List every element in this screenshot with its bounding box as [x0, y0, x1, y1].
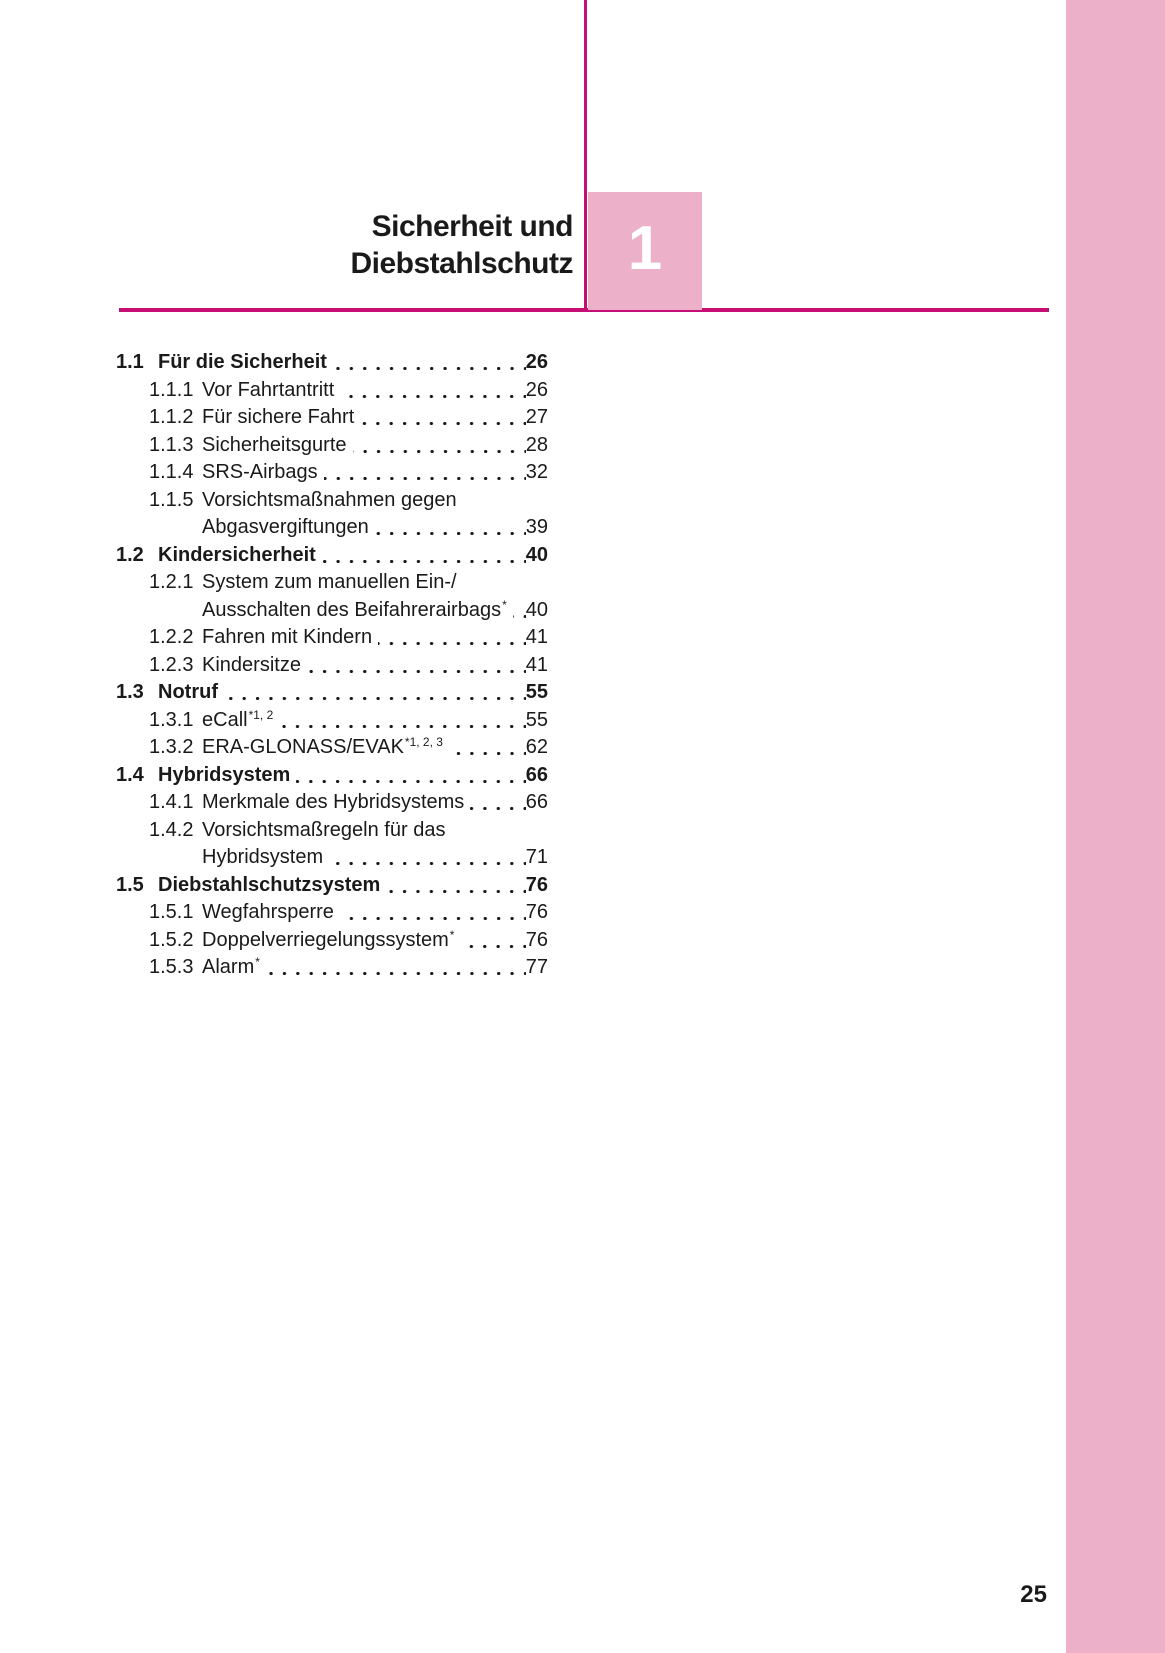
dot-leader: [324, 459, 526, 487]
toc-entry: [116, 899, 548, 927]
toc-entry: [116, 377, 548, 405]
toc-entry-number: 1.4.1: [149, 791, 194, 813]
toc-entry: [116, 872, 548, 900]
toc-entry-number: 1.3.2: [149, 736, 194, 758]
toc-entry-number: 1.2: [116, 543, 144, 566]
dot-leader: [266, 954, 526, 982]
toc-entry-page: 41: [525, 653, 548, 676]
dot-leader: [340, 899, 526, 927]
toc-entry-page: 27: [525, 406, 548, 428]
toc-entry-page: 32: [525, 461, 548, 483]
chapter-edge-tab: [1066, 0, 1165, 1653]
toc-entry-page: 76: [525, 928, 548, 951]
dot-leader: [375, 514, 526, 542]
dot-leader: [378, 624, 526, 652]
toc-entry-number: 1.3: [116, 681, 144, 703]
dot-leader: [513, 597, 526, 625]
toc-entry: [116, 624, 548, 652]
dot-leader: [460, 927, 525, 955]
toc-entry-page: 76: [525, 873, 548, 896]
dot-leader: [386, 872, 525, 900]
toc-entry: [116, 762, 548, 790]
toc-entry: [116, 569, 548, 597]
toc-entry-continuation: Ausschalten des Beifahrerairbags * 40: [116, 597, 548, 625]
page-number: 25: [1020, 1581, 1047, 1608]
toc-entry-number: 1.5.1: [149, 901, 194, 923]
toc-entry-page: 66: [525, 791, 548, 813]
toc-entry-page: 62: [525, 736, 548, 758]
dot-leader: [333, 349, 526, 377]
dot-leader: [224, 679, 526, 707]
toc-entry-number: 1.3.1: [149, 708, 194, 731]
toc-entry: [116, 679, 548, 707]
toc-entry-number: 1.4.2: [149, 818, 194, 841]
toc-entry-title: Vorsichtsmaßregeln für das: [202, 818, 446, 841]
toc-entry-title: Vor Fahrtantritt: [202, 378, 335, 401]
chapter-title-line2: Diebstahlschutz: [350, 247, 573, 280]
toc-entry-number: 1.5.2: [149, 928, 194, 951]
toc-entry-number: 1.5: [116, 873, 144, 896]
toc-entry-page: 39: [525, 516, 548, 538]
toc-entry-title-line2: Hybridsystem: [202, 846, 324, 868]
toc-entry: [116, 542, 548, 570]
chapter-title: [350, 208, 573, 282]
toc-entry: [116, 817, 548, 845]
dot-leader: [307, 652, 526, 680]
toc-entry: [116, 487, 548, 515]
toc-entry-page: 55: [525, 708, 548, 731]
toc-entry-title-line2: Abgasvergiftungen: [202, 516, 369, 538]
toc-entry-number: 1.2.2: [149, 626, 194, 648]
dot-leader: [340, 377, 525, 405]
toc-entry: 1.3.1 eCall $^{*1, 2}$ 55: [116, 707, 548, 735]
toc-entry-title: Notruf: [158, 681, 218, 703]
toc-entry-page: 40: [525, 543, 548, 566]
header-horizontal-rule: [119, 308, 1049, 312]
toc-entry-title: Merkmale des Hybridsystems: [202, 791, 465, 813]
toc-entry-title: Fahren mit Kindern: [202, 626, 373, 648]
header-vertical-rule: [584, 0, 587, 310]
toc-entry-number: 1.1.5: [149, 488, 194, 511]
toc-entry-title: eCall: [202, 708, 248, 731]
toc-entry-title: Für die Sicherheit: [158, 351, 327, 373]
toc-entry: [116, 349, 548, 377]
toc-entry-title: Sicherheitsgurte: [202, 433, 347, 456]
toc-entry-number: 1.1.1: [149, 378, 194, 401]
toc-entry-title: Alarm: [202, 956, 255, 978]
toc-entry-page: 40: [525, 598, 548, 621]
toc-entry-number: 1.2.3: [149, 653, 194, 676]
toc-entry-number: 1.2.1: [149, 571, 194, 593]
toc-entry: [116, 404, 548, 432]
toc-entry-page: 71: [525, 846, 548, 868]
dot-leader: [329, 844, 526, 872]
dot-leader: [360, 404, 525, 432]
toc-entry-number: 1.1.2: [149, 406, 194, 428]
toc-entry: 1.5.2 Doppelverriegelungssystem * 76: [116, 927, 548, 955]
toc-entry: [116, 652, 548, 680]
toc-entry-page: 41: [525, 626, 548, 648]
toc-entry-number: 1.4: [116, 763, 144, 786]
toc-entry-title: Doppelverriegelungssystem: [202, 928, 449, 951]
toc-entry-number: 1.5.3: [149, 956, 194, 978]
toc-entry-page: 66: [525, 763, 548, 786]
dot-leader: [353, 432, 526, 460]
toc-entry-title: Vorsichtsmaßnahmen gegen: [202, 488, 457, 511]
toc: [116, 349, 548, 982]
toc-entry-page: 76: [525, 901, 548, 923]
dot-leader: [449, 734, 526, 762]
toc-entry-title: Für sichere Fahrt: [202, 406, 355, 428]
toc-entry-title-line2: Ausschalten des Beifahrerairbags: [202, 598, 502, 621]
toc-entry-page: 28: [525, 433, 548, 456]
chapter-number: 1: [627, 214, 663, 283]
toc-entry-title: System zum manuellen Ein-/: [202, 571, 457, 593]
dot-leader: [296, 762, 525, 790]
toc-entry-title: Hybridsystem: [158, 763, 291, 786]
dot-leader: [322, 542, 526, 570]
dot-leader: [279, 707, 525, 735]
toc-entry-continuation: [116, 844, 548, 872]
toc-entry: 1.5.3 Alarm * 77: [116, 954, 548, 982]
chapter-number-box: [588, 192, 702, 310]
toc-entry-title: Kindersicherheit: [158, 543, 316, 566]
toc-entry: [116, 459, 548, 487]
toc-entry-title: SRS-Airbags: [202, 461, 318, 483]
toc-entry-title: Wegfahrsperre: [202, 901, 334, 923]
toc-entry-page: 55: [525, 681, 548, 703]
toc-entry-title: Kindersitze: [202, 653, 301, 676]
toc-entry-number: 1.1.4: [149, 461, 194, 483]
toc-entry-page: 26: [525, 378, 548, 401]
toc-entry-title: ERA-GLONASS/EVAK: [202, 736, 404, 758]
toc-entry-page: 26: [525, 351, 548, 373]
toc-entry-page: 77: [525, 956, 548, 978]
toc-entry: 1.3.2 ERA-GLONASS/EVAK $^{*1, 2, 3}$ 62: [116, 734, 548, 762]
chapter-title-line1: Sicherheit und: [371, 210, 573, 243]
toc-entry: [116, 789, 548, 817]
toc-entry-number: 1.1.3: [149, 433, 194, 456]
toc-entry-title: Diebstahlschutzsystem: [158, 873, 381, 896]
toc-entry: [116, 432, 548, 460]
toc-entry-number: 1.1: [116, 351, 144, 373]
dot-leader: [470, 789, 525, 817]
toc-entry-continuation: [116, 514, 548, 542]
